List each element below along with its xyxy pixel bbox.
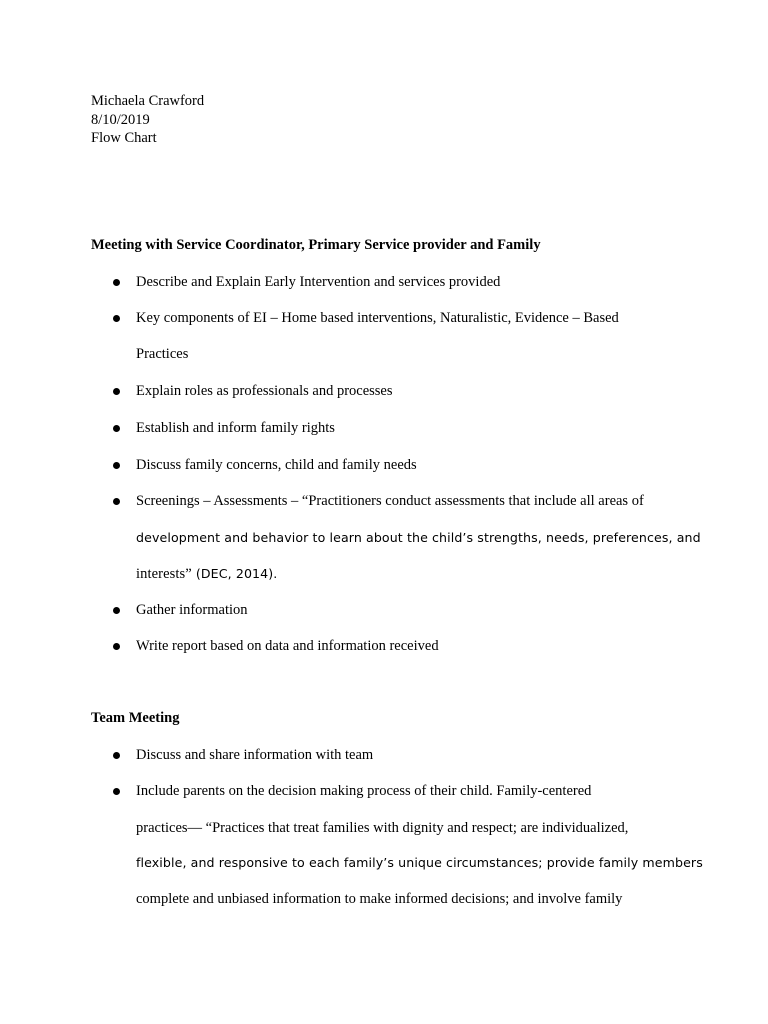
list-item-include-parents-cont-1: practices— “Practices that treat families with dignity and respect; are individualized, — [136, 820, 629, 836]
list-item-include-parents: Include parents on the decision making process of their child. Family-centered — [136, 783, 592, 799]
list-item-key-components-cont: Practices — [136, 346, 189, 362]
bullet-icon — [113, 498, 120, 505]
list-item-key-components: Key components of EI – Home based interventions, Naturalistic, Evidence – Based — [136, 310, 619, 326]
bullet-icon — [113, 279, 120, 286]
list-item-include-parents-cont-2: flexible, and responsive to each family’s unique circumstances; provide family members — [136, 855, 703, 870]
bullet-icon — [113, 752, 120, 759]
list-item-share-info: Discuss and share information with team — [136, 747, 374, 763]
document-header — [91, 92, 204, 148]
author-name: Michaela Crawford — [91, 93, 205, 109]
list-item-screenings: Screenings – Assessments – “Practitioners conduct assessments that include all areas of — [136, 493, 644, 509]
section-heading-team-meeting: Team Meeting — [91, 710, 180, 726]
quote-end: interests” — [136, 566, 192, 582]
list-item-write-report: Write report based on data and information received — [136, 638, 439, 654]
list-item-explain-roles: Explain roles as professionals and processes — [136, 383, 393, 399]
list-item-family-concerns: Discuss family concerns, child and family needs — [136, 457, 417, 473]
bullet-icon — [113, 425, 120, 432]
list-item-describe-ei: Describe and Explain Early Intervention and services provided — [136, 274, 501, 290]
list-item-gather-info: Gather information — [136, 602, 248, 618]
bullet-icon — [113, 462, 120, 469]
bullet-icon — [113, 315, 120, 322]
bullet-icon — [113, 788, 120, 795]
section-heading-meeting: Meeting with Service Coordinator, Primary Service provider and Family — [91, 237, 541, 253]
list-item-screenings-cont: development and behavior to learn about the child’s strengths, needs, preferences, and — [136, 530, 701, 545]
list-item-family-rights: Establish and inform family rights — [136, 420, 335, 436]
list-item-include-parents-cont-3: complete and unbiased information to make informed decisions; and involve family — [136, 891, 623, 907]
bullet-icon — [113, 607, 120, 614]
list-item-screenings-citation — [136, 565, 277, 583]
citation-dec-2014: (DEC, 2014). — [191, 566, 278, 581]
document-title: Flow Chart — [91, 130, 157, 146]
bullet-icon — [113, 388, 120, 395]
bullet-icon — [113, 643, 120, 650]
document-date: 8/10/2019 — [91, 111, 150, 128]
